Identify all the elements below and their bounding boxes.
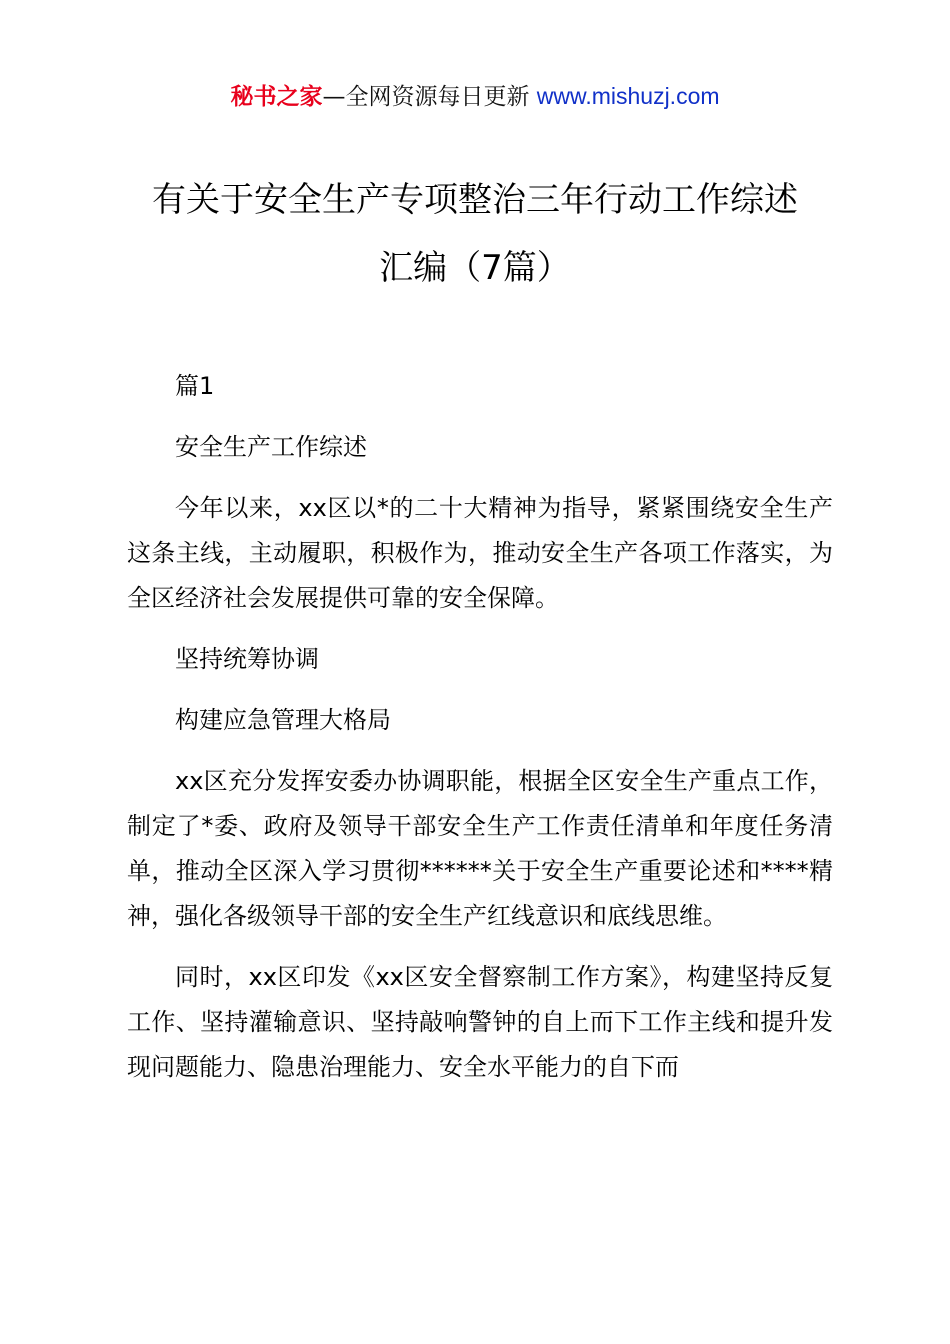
site-url[interactable]: www.mishuzj.com (536, 83, 720, 109)
site-header (0, 80, 950, 113)
body-paragraph: 同时，xx区印发《xx区安全督察制工作方案》，构建坚持反复工作、坚持灌输意识、坚持敲响警钟的自上而下工作主线和提升发现问题能力、隐患治理能力、安全水平能力的自下而 (127, 963, 833, 1081)
brand-name: 秘书之家 (230, 84, 323, 110)
document-body (127, 364, 833, 1106)
body-paragraph: xx区充分发挥安委办协调职能，根据全区安全生产重点工作，制定了*委、政府及领导干部安全生产工作责任清单和年度任务清单，推动全区深入学习贯彻******关于安全生产重要论述和****精神，强化各级领导干部的安全生产红线意识和底线思维。 (127, 767, 833, 930)
body-paragraph: 今年以来，xx区以*的二十大精神为指导，紧紧围绕安全生产这条主线，主动履职，积极作为，推动安全生产各项工作落实，为全区经济社会发展提供可靠的安全保障。 (127, 494, 833, 612)
title-line-2: 汇编（7篇） (379, 248, 571, 288)
subheading: 构建应急管理大格局 (175, 706, 391, 734)
subheading: 坚持统筹协调 (175, 645, 319, 673)
section-heading: 安全生产工作综述 (175, 433, 367, 461)
header-slogan: —全网资源每日更新 (322, 84, 530, 110)
section-number: 篇1 (175, 372, 215, 400)
title-line-1: 有关于安全生产专项整治三年行动工作综述 (152, 180, 798, 220)
document-title (0, 166, 950, 302)
